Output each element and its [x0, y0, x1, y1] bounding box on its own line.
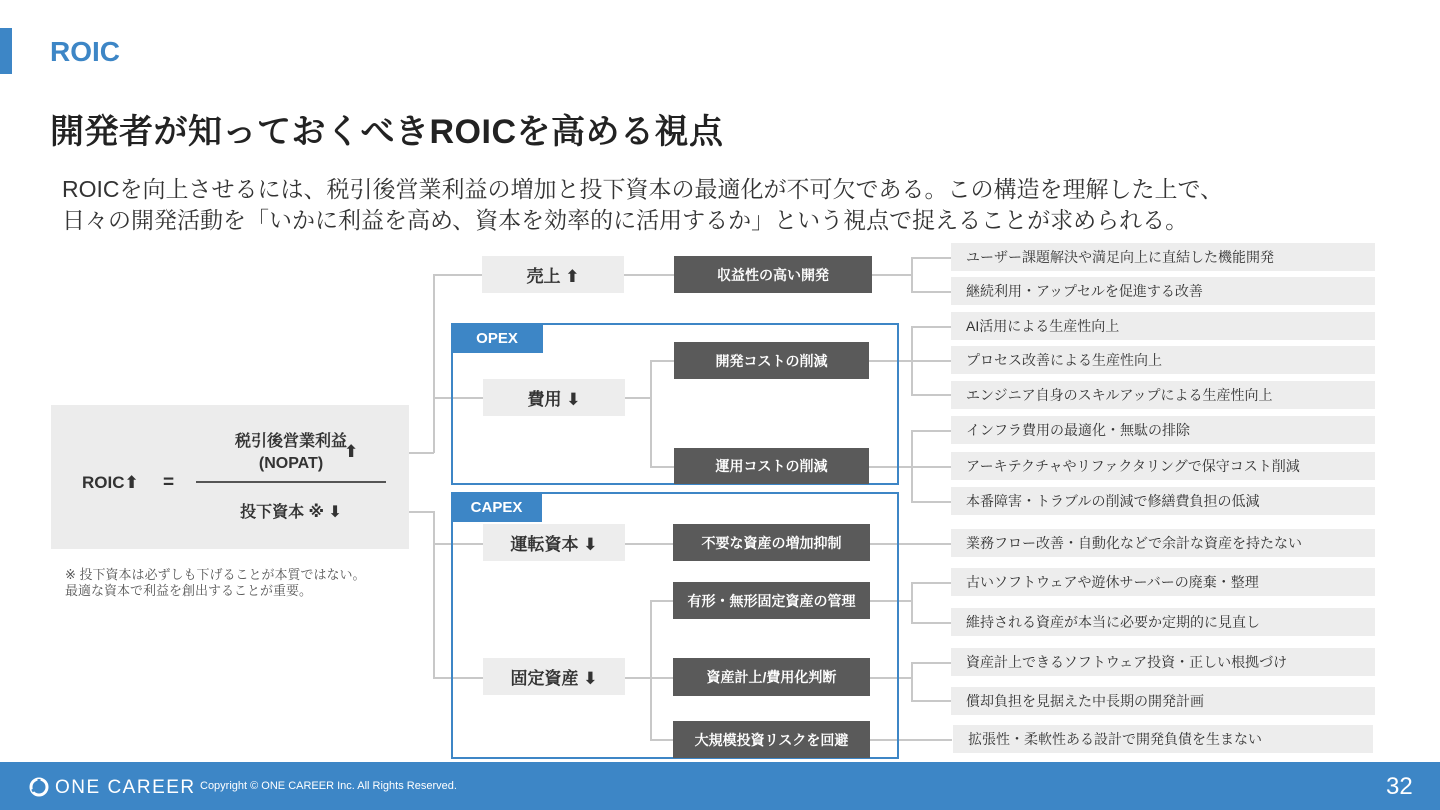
connector	[911, 662, 951, 664]
brand-name: ONE CAREER	[55, 777, 196, 798]
footnote-line: 最適な資本で利益を創出することが重要。	[65, 583, 313, 598]
connector	[911, 700, 951, 702]
leaf-item: インフラ費用の最適化・無駄の排除	[951, 416, 1375, 444]
leaf-item: ユーザー課題解決や満足向上に直結した機能開発	[951, 243, 1375, 271]
connector	[872, 274, 912, 276]
numerator-line: 税引後営業利益	[234, 433, 347, 450]
numerator-arrow-icon: ⬆	[344, 442, 359, 461]
leaf-item: エンジニア自身のスキルアップによる生産性向上	[951, 381, 1375, 409]
expense-node: 費用 ⬇	[483, 379, 625, 416]
formula-denominator: 投下資本 ※ ⬇	[240, 504, 342, 521]
large-investment-node: 大規模投資リスクを回避	[673, 721, 870, 758]
capex-tag: CAPEX	[451, 492, 542, 522]
leaf-item: 維持される資産が本当に必要か定期的に見直し	[951, 608, 1375, 636]
connector	[911, 662, 913, 701]
fixed-asset-mgmt-node: 有形・無形固定資産の管理	[673, 582, 870, 619]
accent-bar	[0, 28, 12, 74]
dev-cost-node: 開発コストの削減	[674, 342, 869, 379]
connector	[624, 274, 675, 276]
leaf-item: 資産計上できるソフトウェア投資・正しい根拠づけ	[951, 648, 1375, 676]
connector	[911, 257, 951, 259]
formula-equals: =	[163, 472, 175, 493]
leaf-item: プロセス改善による生産性向上	[951, 346, 1375, 374]
leaf-item: 業務フロー改善・自動化などで余計な資産を持たない	[951, 529, 1375, 557]
copyright: Copyright © ONE CAREER Inc. All Rights Reserved.	[200, 780, 457, 792]
intro-text	[62, 174, 1382, 236]
connector	[433, 274, 483, 276]
footnote	[65, 567, 366, 599]
leaf-item: 本番障害・トラブルの削減で修繕費負担の低減	[951, 487, 1375, 515]
connector	[911, 582, 913, 623]
fixed-assets-node: 固定資産 ⬇	[483, 658, 625, 695]
connector	[911, 257, 913, 292]
ops-cost-node: 運用コストの削減	[674, 448, 869, 484]
connector	[911, 394, 951, 396]
connector	[433, 511, 435, 678]
leaf-item: アーキテクチャやリファクタリングで保守コスト削減	[951, 452, 1375, 480]
footnote-line: ※ 投下資本は必ずしも下げることが本質ではない。	[65, 567, 366, 582]
connector	[911, 430, 951, 432]
leaf-item: 古いソフトウェアや遊休サーバーの廃棄・整理	[951, 568, 1375, 596]
connector	[433, 274, 435, 453]
asset-control-node: 不要な資産の増加抑制	[673, 524, 870, 561]
numerator-line: (NOPAT)	[258, 455, 324, 472]
one-career-logo-icon	[28, 776, 50, 803]
revenue-node: 売上 ⬆	[482, 256, 624, 293]
section-label: ROIC	[50, 36, 120, 67]
connector	[911, 501, 951, 503]
capitalization-node: 資産計上/費用化判断	[673, 658, 870, 696]
connector	[911, 360, 951, 362]
connector	[911, 291, 951, 293]
connector	[911, 582, 951, 584]
leaf-item: AI活用による生産性向上	[951, 312, 1375, 340]
intro-line: 日々の開発活動を「いかに利益を高め、資本を効率的に活用するか」という視点で捉えることが求められる。	[62, 207, 1189, 233]
page-title: 開発者が知っておくべきROICを高める視点	[50, 113, 724, 151]
leaf-item: 拡張性・柔軟性ある設計で開発負債を生まない	[953, 725, 1373, 753]
intro-line: ROICを向上させるには、税引後営業利益の増加と投下資本の最適化が不可欠である。この構造を理解した上で、	[62, 176, 1224, 202]
connector	[911, 466, 951, 468]
connector	[911, 326, 951, 328]
opex-tag: OPEX	[451, 323, 543, 353]
connector	[911, 622, 951, 624]
leaf-item: 継続利用・アップセルを促進する改善	[951, 277, 1375, 305]
page-number: 32	[1386, 773, 1413, 800]
working-capital-node: 運転資本 ⬇	[483, 524, 625, 561]
fraction-line	[196, 481, 386, 483]
formula-roic: ROIC⬆	[82, 473, 139, 492]
profitable-dev-node: 収益性の高い開発	[674, 256, 872, 293]
leaf-item: 償却負担を見据えた中長期の開発計画	[951, 687, 1375, 715]
